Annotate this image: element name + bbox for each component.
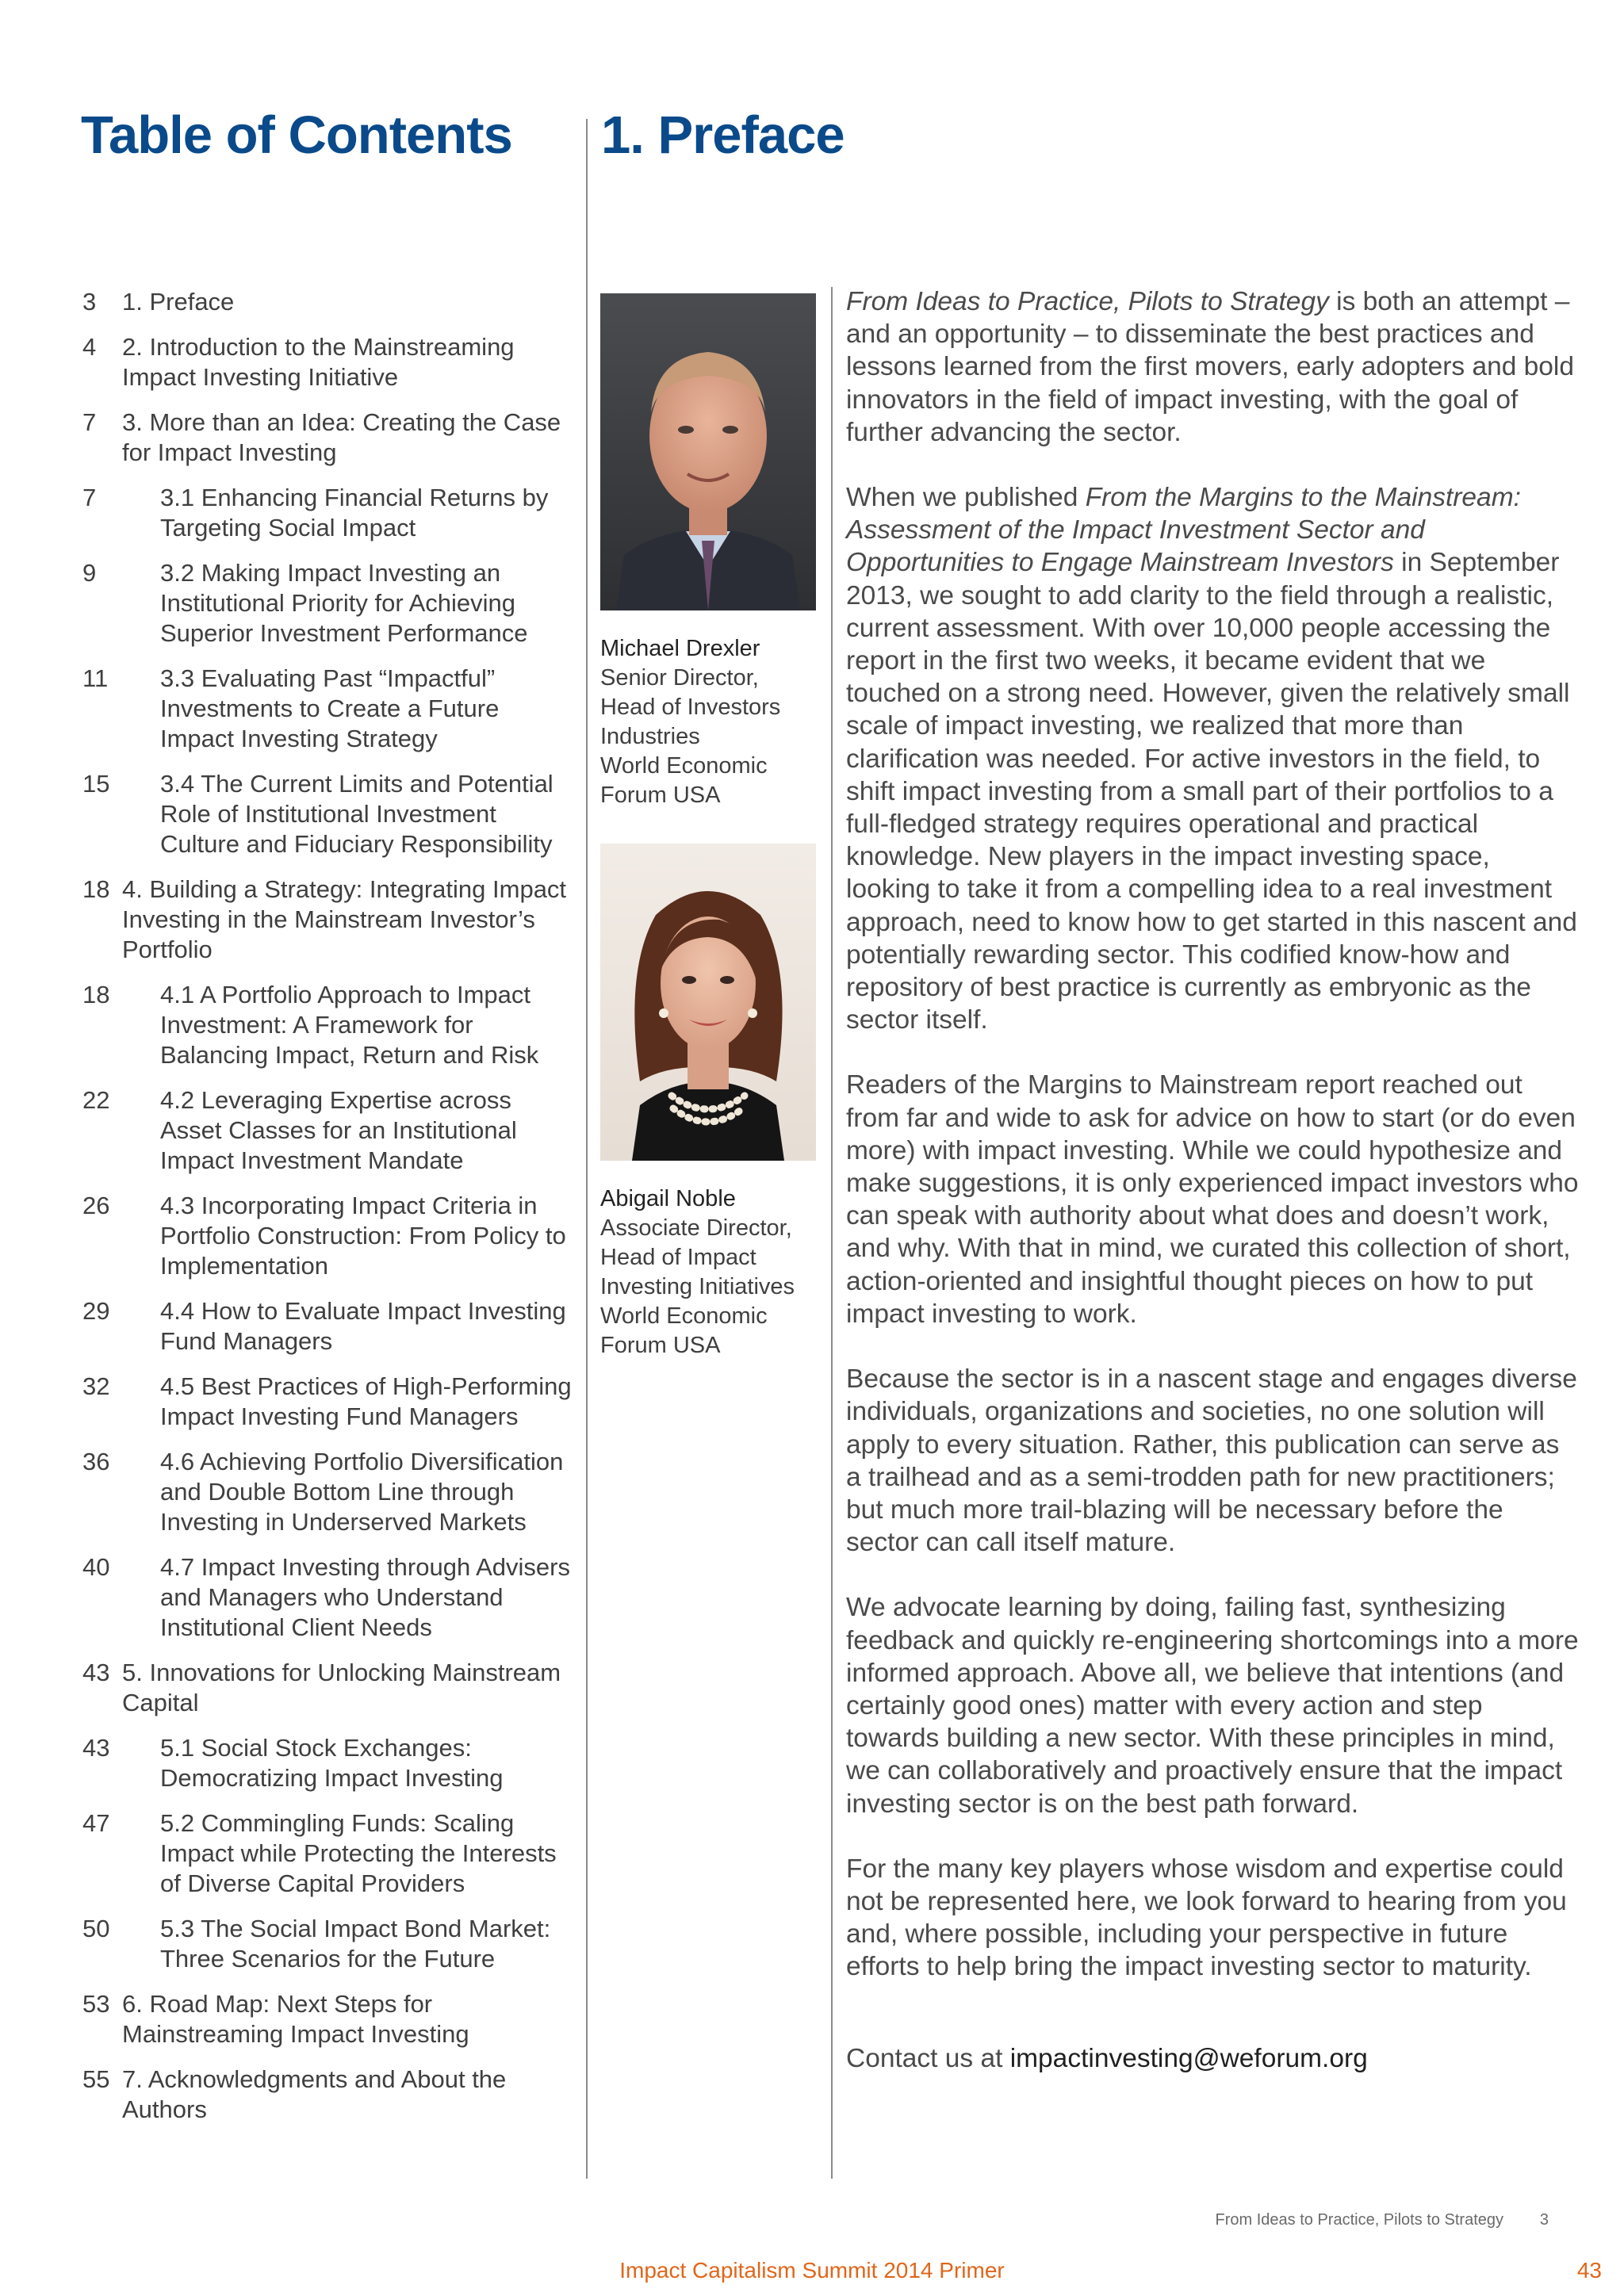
contact-email-link[interactable]: impactinvesting@weforum.org xyxy=(1009,2043,1368,2073)
author-title-line: Associate Director, xyxy=(600,1215,792,1241)
contact-line: Contact us at impactinvesting@weforum.org xyxy=(846,2043,1368,2073)
primer-page-number: 43 xyxy=(1576,2258,1602,2283)
author-title-line: Head of Investors xyxy=(600,695,781,720)
toc-page-number: 50 xyxy=(82,1915,110,1942)
toc-page-number: 3 xyxy=(82,288,97,316)
toc-entry[interactable] xyxy=(82,769,574,859)
toc-entry-title: 3.3 Evaluating Past “Impactful” Investments to Create a Future Impact Investing Strategy xyxy=(160,664,500,752)
toc-entry[interactable] xyxy=(82,408,574,468)
toc-entry-title: 4. Building a Strategy: Integrating Impact Investing in the Mainstream Investor’s Portfolio xyxy=(122,875,567,963)
author-name: Michael Drexler xyxy=(600,636,760,661)
toc-entry[interactable] xyxy=(82,1733,574,1793)
toc-title: Table of Contents xyxy=(81,105,512,165)
toc-page-number: 32 xyxy=(82,1372,110,1400)
toc-entry[interactable] xyxy=(82,874,574,965)
toc-page-number: 9 xyxy=(82,559,97,587)
toc-page-number: 7 xyxy=(82,408,97,436)
toc-entry-title: 5.2 Commingling Funds: Scaling Impact while Protecting the Interests of Diverse Capital Providers xyxy=(160,1809,557,1897)
author-title-line: Forum USA xyxy=(600,783,721,808)
toc-entry-title: 4.6 Achieving Portfolio Diversification and Double Bottom Line through Investing in Underserved Markets xyxy=(160,1448,564,1536)
toc-page-number: 43 xyxy=(82,1659,110,1686)
toc-entry-title: 3. More than an Idea: Creating the Case for Impact Investing xyxy=(122,408,561,466)
toc-entry[interactable] xyxy=(82,980,574,1070)
toc-page-number: 22 xyxy=(82,1086,110,1114)
toc-page-number: 11 xyxy=(82,664,109,692)
toc-entry-title: 5.1 Social Stock Exchanges: Democratizing Impact Investing xyxy=(160,1734,504,1792)
toc-entry[interactable] xyxy=(82,1658,574,1718)
toc-entry[interactable] xyxy=(82,332,574,392)
toc-entry-title: 4.7 Impact Investing through Advisers and Managers who Understand Institutional Client Needs xyxy=(160,1553,570,1641)
toc-entry-title: 4.2 Leveraging Expertise across Asset Classes for an Institutional Impact Investment Mandate xyxy=(160,1086,517,1174)
toc-entry-title: 3.1 Enhancing Financial Returns by Targeting Social Impact xyxy=(160,484,549,541)
toc-entry-title: 3.2 Making Impact Investing an Institutional Priority for Achieving Superior Investment Performance xyxy=(160,559,528,647)
preface-paragraph: We advocate learning by doing, failing fast, synthesizing feedback and quickly re-engineering shortcomings into a more informed approach. Above all, we believe that intentions (and certainly good ones) matter with every action and step towards building a new sector. With these principles in mind, we can collaboratively and proactively ensure that the impact investing sector is on the best path forward. xyxy=(846,1593,1579,1819)
toc-page-number: 55 xyxy=(82,2065,110,2093)
author-bio-abigail-noble xyxy=(600,1184,814,1360)
preface-paragraph: From Ideas to Practice, Pilots to Strategy is both an attempt – and an opportunity – to disseminate the best practices and lessons learned from the first movers, early adopters and bold innovators in the field of impact investing, with the goal of further advancing the sector. xyxy=(846,287,1574,447)
footer-page-number: 3 xyxy=(1539,2211,1549,2229)
toc-entry[interactable] xyxy=(82,1085,574,1176)
preface-paragraph: Readers of the Margins to Mainstream report reached out from far and wide to ask for advice on how to start (or do even more) with impact investing. While we could hypothesize and make suggestions, it is only experienced impact investors who can speak with authority about what does and doesn’t work, and why. With that in mind, we curated this collection of short, action-oriented and insightful thought pieces on how to put impact investing to work. xyxy=(846,1070,1579,1329)
toc-page-number: 40 xyxy=(82,1553,110,1581)
toc-entry-title: 1. Preface xyxy=(122,288,235,316)
toc-page-number: 15 xyxy=(82,770,110,798)
author-name: Abigail Noble xyxy=(600,1186,736,1211)
preface-body xyxy=(846,285,1580,2107)
preface-paragraph: For the many key players whose wisdom and expertise could not be represented here, we look forward to hearing from you and, where possible, including your perspective in future efforts to help bring the impact investing sector to maturity. xyxy=(846,1854,1567,1982)
primer-title: Impact Capitalism Summit 2014 Primer xyxy=(619,2258,1005,2283)
toc-page-number: 36 xyxy=(82,1448,110,1475)
author-title-line: Industries xyxy=(600,724,700,749)
toc-page-number: 7 xyxy=(82,484,97,511)
toc-page-number: 47 xyxy=(82,1809,110,1837)
author-title-line: Investing Initiatives xyxy=(600,1274,795,1299)
preface-paragraph: When we published From the Margins to the Mainstream: Assessment of the Impact Investment Sector and Opportunities to Engage Mainstream Investors in September 2013, we sought to add clarity to the field through a realistic, current assessment. With over 10,000 people accessing the report in the first two weeks, it became evident that we touched on a strong need. However, given the relatively small scale of impact investing, we realized that more than clarification was needed. For active investors in the field, to shift impact investing from a small part of their portfolios to a full-fledged strategy requires operational and practical knowledge. New players in the impact investing space, looking to take it from a compelling idea to a real investment approach, need to know how to get started in this nascent and potentially rewarding sector. This codified know-how and repository of best practice is currently as embryonic as the sector itself. xyxy=(846,483,1577,1035)
toc-entry-title: 2. Introduction to the Mainstreaming Impact Investing Initiative xyxy=(122,333,515,391)
author-title-line: Senior Director, xyxy=(600,665,759,691)
author-title-line: World Economic xyxy=(600,1303,768,1329)
toc-entry-title: 4.5 Best Practices of High-Performing Impact Investing Fund Managers xyxy=(160,1372,572,1430)
author-bio-michael-drexler xyxy=(600,634,814,810)
toc-entry[interactable] xyxy=(82,1447,574,1537)
toc-entry-title: 7. Acknowledgments and About the Authors xyxy=(122,2065,507,2123)
author-photo-michael-drexler xyxy=(600,293,816,610)
toc-entry-title: 3.4 The Current Limits and Potential Role of Institutional Investment Culture and Fiduciary Responsibility xyxy=(160,770,553,858)
toc-entry[interactable] xyxy=(82,558,574,649)
toc-entry-title: 6. Road Map: Next Steps for Mainstreaming Impact Investing xyxy=(122,1990,469,2048)
toc-entry[interactable] xyxy=(82,287,574,317)
toc-entry-title: 4.1 A Portfolio Approach to Impact Investment: A Framework for Balancing Impact, Return and Risk xyxy=(160,981,539,1069)
column-divider-left xyxy=(586,119,588,2179)
toc-entry[interactable] xyxy=(82,1191,574,1281)
toc-page-number: 18 xyxy=(82,981,110,1008)
toc-entry[interactable] xyxy=(82,1552,574,1643)
toc-entry-title: 5. Innovations for Unlocking Mainstream Capital xyxy=(122,1659,561,1716)
toc-entry-title: 4.4 How to Evaluate Impact Investing Fund Managers xyxy=(160,1297,566,1355)
author-title-line: World Economic xyxy=(600,753,768,779)
author-title-line: Forum USA xyxy=(600,1333,721,1358)
toc-entry[interactable] xyxy=(82,1372,574,1432)
author-title-line: Head of Impact xyxy=(600,1245,756,1270)
toc-page-number: 29 xyxy=(82,1297,110,1325)
toc-entry[interactable] xyxy=(82,1808,574,1899)
publication-title: From the Margins to the Mainstream: Assessment of the Impact Investment Sector and Opportunities to Engage Mainstream Investors xyxy=(846,483,1521,578)
toc-entry[interactable] xyxy=(82,1989,574,2049)
column-divider-right xyxy=(831,287,833,2179)
toc-page-number: 26 xyxy=(82,1192,110,1219)
toc-entry[interactable] xyxy=(82,664,574,754)
toc-entry[interactable] xyxy=(82,1296,574,1357)
footer-doc-title: From Ideas to Practice, Pilots to Strategy xyxy=(1215,2211,1503,2229)
toc-page-number: 53 xyxy=(82,1990,110,2018)
preface-title: 1. Preface xyxy=(601,105,845,165)
toc-entry[interactable] xyxy=(82,483,574,543)
toc-page-number: 4 xyxy=(82,333,97,361)
toc-page-number: 18 xyxy=(82,875,110,903)
toc-page-number: 43 xyxy=(82,1734,110,1762)
publication-title: From Ideas to Practice, Pilots to Strategy xyxy=(846,287,1329,316)
author-photo-abigail-noble xyxy=(600,844,816,1161)
preface-paragraph: Because the sector is in a nascent stage and engages diverse individuals, organizations and societies, no one solution will apply to every situation. Rather, this publication can serve as a trailhead and as a semi-trodden path for new practitioners; but much more trail-blazing will be necessary before the sector can call itself mature. xyxy=(846,1364,1577,1558)
toc-entry[interactable] xyxy=(82,2064,574,2125)
toc-entry-title: 4.3 Incorporating Impact Criteria in Portfolio Construction: From Policy to Implementation xyxy=(160,1192,566,1280)
toc-entry-title: 5.3 The Social Impact Bond Market: Three Scenarios for the Future xyxy=(160,1915,551,1973)
toc-entry[interactable] xyxy=(82,1914,574,1974)
toc-list xyxy=(82,287,574,2140)
